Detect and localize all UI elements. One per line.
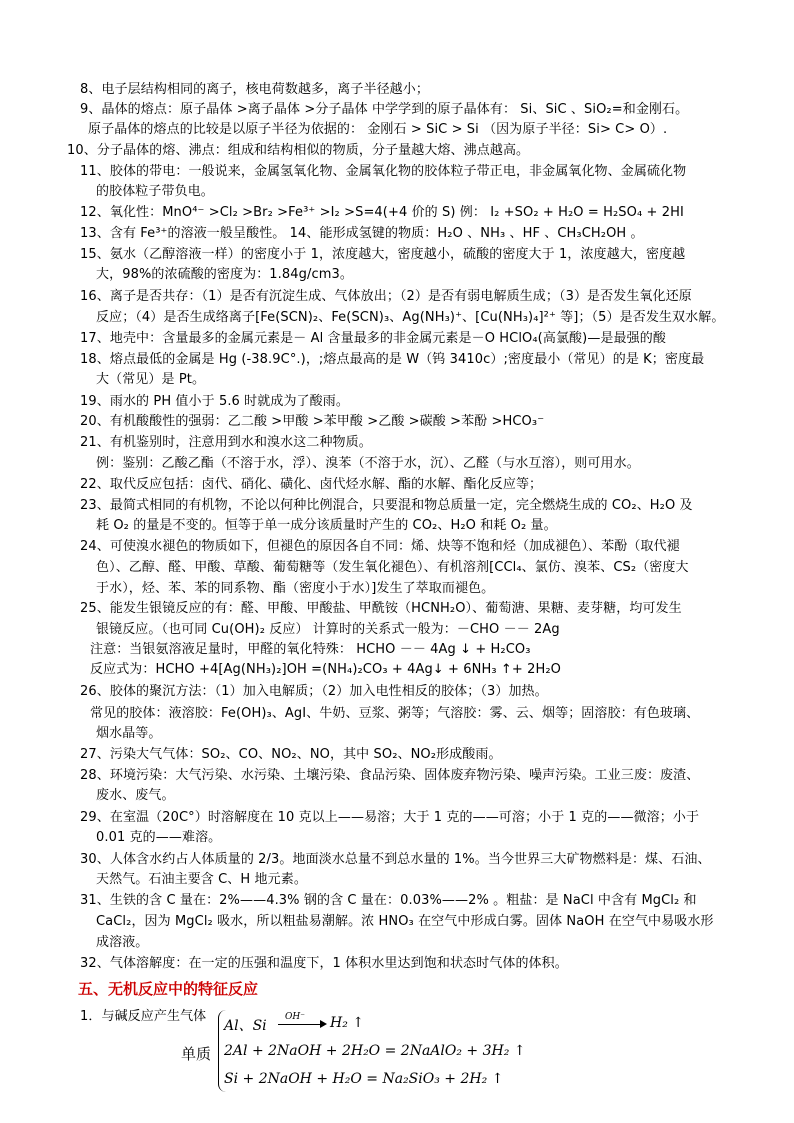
text-line: 31、生铁的含 C 量在：2%——4.3% 钢的含 C 量在：0.03%——2% 。粗盐：是 NaCl 中含有 MgCl₂ 和 [80, 893, 697, 908]
text-line: 注意：当银氨溶液足量时，甲醛的氧化特殊： HCHO －－ 4Ag ↓ + H₂CO₃ [90, 642, 531, 657]
text-line: 25、能发生银镜反应的有：醛、甲酸、甲酸盐、甲酰铵（HCNH₂O）、葡萄溏、果糖、麦芽糖，均可发生 [80, 601, 682, 616]
text-line: 0.01 克的——难溶。 [96, 830, 222, 845]
text-line: 17、地壳中：含量最多的金属元素是－ Al 含量最多的非金属元素是－O HClO₄(高氯酸)—是最强的酸 [80, 331, 666, 346]
text-line: 的胶体粒子带负电。 [96, 184, 214, 199]
text-line: 16、离子是否共存：（1）是否有沉淀生成、气体放出；（2）是否有弱电解质生成；（3）是否发生氧化还原 [80, 289, 692, 304]
text-line: 24、可使溴水褪色的物质如下，但褪色的原因各自不同：烯、炔等不饱和烃（加成褪色）、苯酚（取代褪 [80, 539, 680, 554]
text-line: 23、最简式相同的有机物，不论以何种比例混合，只要混和物总质量一定，完全燃烧生成的 CO₂、H₂O 及 [80, 498, 693, 513]
text-line: 12、氧化性：MnO⁴⁻ >Cl₂ >Br₂ >Fe³⁺ >I₂ >S=4(+4 价的 S) 例： I₂ +SO₂ + H₂O = H₂SO₄ + 2HI [80, 205, 684, 220]
text-line: 成溶液。 [96, 935, 149, 950]
item-1-label: 1．与碱反应产生气体 [80, 1009, 207, 1024]
text-line: 26、胶体的聚沉方法：（1）加入电解质；（2）加入电性相反的胶体；（3）加热。 [80, 684, 548, 699]
text-line: 8、电子层结构相同的离子，核电荷数越多，离子半径越小； [80, 82, 429, 97]
text-line: 28、环境污染：大气污染、水污染、土壤污染、食品污染、固体废弃物污染、噪声污染。工业三废：废渣、 [80, 768, 700, 783]
text-line: 18、熔点最低的金属是 Hg (-38.9C°.)，;熔点最高的是 W（钨 3410c）;密度最小（常见）的是 K；密度最 [80, 352, 705, 367]
text-line: 27、污染大气气体：SO₂、CO、NO₂、NO，其中 SO₂、NO₂形成酸雨。 [80, 747, 502, 762]
text-line: 大，98%的浓硫酸的密度为：1.84g/cm3。 [96, 267, 353, 282]
text-line: 大（常见）是 Pt。 [96, 372, 206, 387]
text-line: 反应；（4）是否生成络离子[Fe(SCN)₂、Fe(SCN)₃、Ag(NH₃)⁺、[Cu(NH₃)₄]²⁺ 等]；（5）是否发生双水解。 [96, 310, 725, 325]
eq1-left: Al、Si [224, 1018, 267, 1034]
text-line: CaCl₂，因为 MgCl₂ 吸水，所以粗盐易潮解。浓 HNO₃ 在空气中形成白雾。固体 NaOH 在空气中易吸水形 [96, 914, 714, 929]
eq3: Si + 2NaOH + H₂O = Na₂SiO₃ + 2H₂ ↑ [224, 1071, 504, 1087]
text-line: 20、有机酸酸性的强弱：乙二酸 >甲酸 >苯甲酸 >乙酸 >碳酸 >苯酚 >HCO₃⁻ [80, 414, 545, 429]
text-line: 15、氨水（乙醇溶液一样）的密度小于 1，浓度越大，密度越小，硫酸的密度大于 1，浓度越大，密度越 [80, 247, 686, 262]
text-line: 13、含有 Fe³⁺的溶液一般呈酸性。 14、能形成氢键的物质：H₂O 、NH₃ 、HF 、CH₃CH₂OH 。 [80, 226, 644, 241]
text-line: 色）、乙醇、醛、甲酸、草酸、葡萄糖等（发生氧化褪色）、有机溶剂[CCl₄、氯仿、溴苯、CS₂（密度大 [96, 560, 689, 575]
text-line: 常见的胶体：液溶胶：Fe(OH)₃、AgI、牛奶、豆浆、粥等；气溶胶：雾、云、烟等；固溶胶：有色玻璃、 [90, 706, 700, 721]
text-line: 9、晶体的熔点：原子晶体 >离子晶体 >分子晶体 中学学到的原子晶体有： Si、SiC 、SiO₂=和金刚石。 [80, 102, 689, 117]
text-line: 30、人体含水约占人体质量的 2/3。地面淡水总量不到总水量的 1%。当今世界三大矿物燃料是：煤、石油、 [80, 852, 711, 867]
text-line: 例：鉴别：乙酸乙酯（不溶于水，浮）、溴苯（不溶于水，沉）、乙醛（与水互溶），则可用水。 [96, 456, 640, 471]
text-line: 耗 O₂ 的量是不变的。恒等于单一成分该质量时产生的 CO₂、H₂O 和耗 O₂ 量。 [96, 518, 557, 533]
text-line: 22、取代反应包括：卤代、硝化、磺化、卤代烃水解、酯的水解、酯化反应等； [80, 477, 543, 492]
text-line: 10、分子晶体的熔、沸点：组成和结构相似的物质，分子量越大熔、沸点越高。 [67, 143, 530, 158]
text-line: 19、雨水的 PH 值小于 5.6 时就成为了酸雨。 [80, 394, 349, 409]
text-line: 于水），烃、苯、苯的同系物、酯（密度小于水）]发生了萃取而褪色。 [96, 581, 495, 596]
text-line: 原子晶体的熔点的比较是以原子半径为依据的： 金刚石 > SiC > Si （因为原子半径：Si> C> O）. [88, 122, 668, 137]
text-line: 32、气体溶解度：在一定的压强和温度下，1 体积水里达到饱和状态时气体的体积。 [80, 956, 568, 971]
formula-group-label: 单质 [181, 1045, 212, 1063]
arrow-icon [278, 1024, 322, 1025]
text-line: 11、胶体的带电：一般说来，金属氢氧化物、金属氧化物的胶体粒子带正电，非金属氧化物、金属硫化物 [80, 164, 687, 179]
section-heading: 五、无机反应中的特征反应 [78, 980, 259, 998]
text-line: 29、在室温（20C°）时溶解度在 10 克以上——易溶；大于 1 克的——可溶；小于 1 克的——微溶；小于 [80, 810, 700, 825]
text-line: 银镜反应。（也可同 Cu(OH)₂ 反应） 计算时的关系式一般为：－CHO －－ 2Ag [96, 622, 560, 637]
text-line: 烟水晶等。 [96, 726, 162, 741]
arrowhead-icon [320, 1020, 327, 1028]
text-line: 天然气。石油主要含 C、H 地元素。 [96, 872, 307, 887]
eq1-right: H₂ ↑ [330, 1015, 365, 1031]
eq1-condition: OH⁻ [285, 1012, 305, 1022]
text-line: 反应式为：HCHO +4[Ag(NH₃)₂]OH =(NH₄)₂CO₃ + 4Ag↓ + 6NH₃ ↑+ 2H₂O [90, 662, 561, 677]
text-line: 废水、废气。 [96, 788, 175, 803]
eq2: 2Al + 2NaOH + 2H₂O = 2NaAlO₂ + 3H₂ ↑ [224, 1043, 526, 1059]
text-line: 21、有机鉴别时，注意用到水和溴水这二种物质。 [80, 435, 372, 450]
